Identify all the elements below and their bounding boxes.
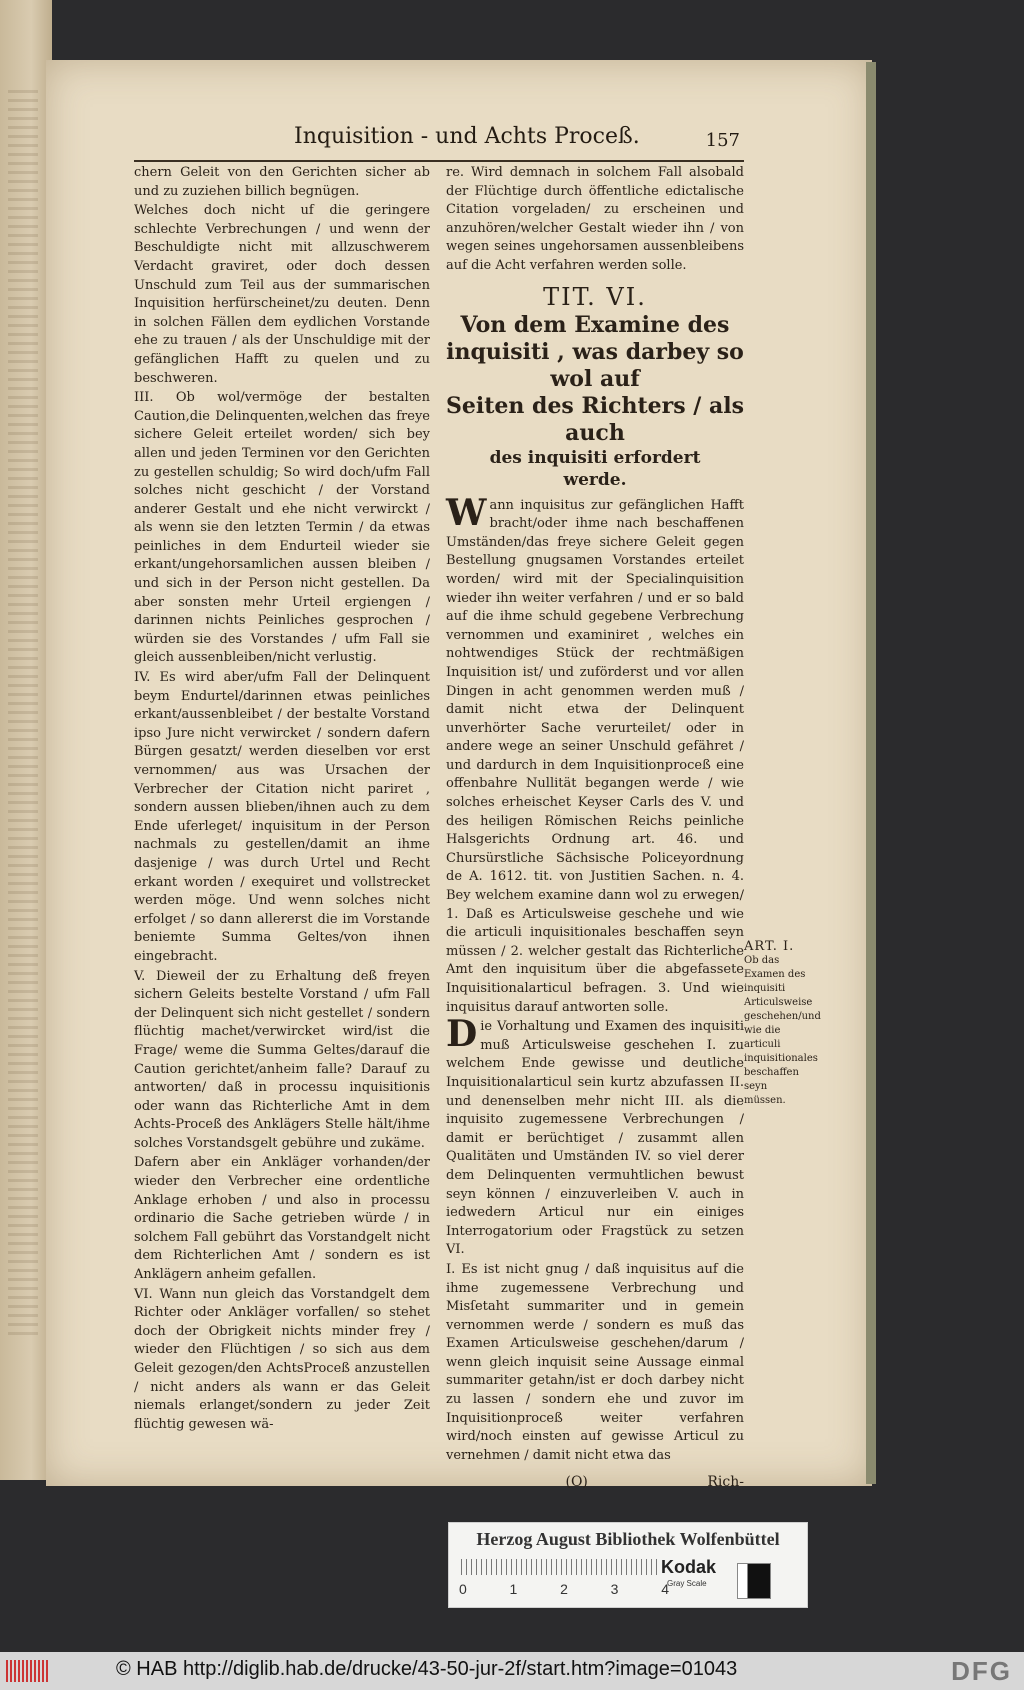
barcode-icon	[6, 1660, 48, 1682]
paragraph: Wann inquisitus zur gefänglichen Hafft bracht/oder ihme nach beschaffenen Umständen/das freye sichere Geleit gegen Bestellung gnugsamen Vorstandes erteilet worden/ wird mit der Specialinquisition wieder ihn weiter verfahren / und er so bald auf die ihme schuld gegebene Verbrechung vernommen und examiniret , welches ein nohtwendiges Stück der rechtmäßigen Inquisition ist/ und zuförderst und vor allen Dingen in acht genommen werden muß / damit nicht etwa der Delinquent unverhörter Sache verurteilet/ oder in andere wege an seiner Unschuld gefähret / und dardurch in dem Inquisitionproceß eine offenbahre Nullität begangen werde / wie solches erheischet Keyser Carls des V. und des heiligen Römischen Reichs peinliche Halsgerichts Ordnung art. 46. und Chursürstliche Sächsische Policeyordnung de A. 1612. tit. von Justitien Sachen. n. 4. Bey welchem examine dann wol zu erwegen/ 1. Daß es Articulsweise geschehe und wie die articuli inquisitionales beschaffen seyn müssen / 2. welcher gestalt das Richterliche Amt den inquisitum über die abgefassete Inquisitionalarticul befragen. 3. Und wie inquisitus darauf antworten solle.	[446, 491, 744, 1015]
title-line: Seiten des Richters / als auch	[446, 392, 744, 446]
gray-scale-label: Gray Scale	[667, 1579, 707, 1588]
signature-mark: (O)	[565, 1474, 588, 1491]
paragraph: V. Dieweil der zu Erhaltung deß freyen sichern Geleits bestelte Vorstand / ufm Fall der Delinquent sich nicht gestellet / sondern flüchtig machet/verwircket wird/ist die Frage/ weme die Summa Geltes/darauf die Caution gerichtet/anheim falle? Darauf zu antworten/ daß in processu inquisitionis oder wann das Richterliche Amt in dem Achts-Proceß des Anklägers Stelle hält/ihme solches Vorstandsgelt gebühre und zukäme.	[134, 968, 430, 1151]
paragraph: I. Es ist nicht gnug / daß inquisitus auf die ihme zugemessene Verbrechung und Misſetaht summariter und in gemein vernommen werde / sondern es muß das Examen Articulsweise geschehen/darum / wenn gleich inquisit seine Aussage einmal summariter getahn/ist er doch darbey nicht zu lassen / sondern ehe und zuvor im Inquisitionproceß weiter verfahren wird/noch einsten auf gewisse Articul zu vernehmen / damit nicht etwa das	[446, 1261, 744, 1463]
title-line: Von dem Examine des inquisiti , was darbey so wol auf	[446, 311, 744, 392]
page-number: 157	[705, 130, 740, 151]
catchword-line	[446, 1473, 744, 1492]
left-text-column	[134, 164, 430, 1435]
title-number: TIT. VI.	[543, 282, 647, 311]
paragraph: IV. Es wird aber/ufm Fall der Delinquent beym Endurtel/darinnen etwas peinliches erkant/aussenbleibet / der bestalte Vorstand ipso Jure nicht verwircket / sondern dafern Bürgen gesatzt/ werden dieselben vor erst vernommen/ aus was Ursachen der Verbrecher der Citation nicht pariret , sondern aussen blieben/ihnen auch zu dem Ende uferleget/ inquisitum in der Person nachmals zu gestellen/damit an ihme dasjenige / was durch Urtel und Recht erkant worden / exequiret und vollstrecket werden möge. Und wenn solches nicht erfolget / so dann allererst die im Vorstande beniemte Summa Geltes/von ihnen eingebracht.	[134, 670, 430, 964]
scale-number: 3	[610, 1581, 619, 1597]
paragraph: chern Geleit von den Gerichten sicher ab und zu zuziehen billich begnügen.	[134, 165, 430, 199]
paragraph: Dafern aber ein Ankläger vorhanden/der wieder den Verbrecher eine ordentliche Anklage erhoben / und also in processu ordinario die Sache getrieben würde / in solchem Fall gebührt das Vorstandgelt nicht dem Richterlichen Amt / sondern es ist Anklägern anheim gefallen.	[134, 1155, 430, 1283]
running-head	[134, 122, 744, 162]
paragraph: VI. Wann nun gleich das Vorstandgelt dem Richter oder Ankläger vorfallen/ so stehet doch der Obrigkeit nichts minder frey / wieder den Flüchtigen / so sich aus dem Geleit gezogen/den AchtsProceß anzustellen / nicht anders als wann er das Geleit niemals erlanget/sondern zu jeder Zeit flüchtig gewesen wä-	[134, 1286, 430, 1432]
paragraph: Die Vorhaltung und Examen des inquisiti muß Articulsweise geschehen I. zu welchem Ende gewisse und deutliche Inquisitionalarticul sein kurtz abzufassen II. und denenselben mehr nicht III. als die inquisito zugemessene Verbrechungen / damit er berüchtiget / zusammt allen Qualitäten und Umständen IV. so viel derer dem Delinquenten vermuhtlichen bewust seyn können / einzuverleiben V. auch in iedwedern Articul nur ein einiges Interrogatorium oder Fragstück zu setzen VI.	[446, 1013, 744, 1258]
paragraph: III. Ob wol/vermöge der bestalten Caution,die Delinquenten,welchen das freye sichere Geleit erteilet worden/ sich bey allen und jeden Terminen vor den Gerichten zu gestellen schuldig; So wird doch/ufm Fall solches nicht geschicht / der Vorstand anderer Gestalt und ehe nicht verwirckt / als wenn sie den letzten Termin / da etwas peinliches in dem Endurteil wieder sie erkant/ungehorsamlichen aussen bleiben / und sich in der Person nicht gestellen. Da aber sonsten mehr Urteil ergiengen / darinnen nichts Peinliches gesprochen / würden sie des Vorstandes / ufm Fall sie gleich aussenbleiben/nicht verlustig.	[134, 390, 430, 666]
scale-number: 0	[459, 1581, 467, 1597]
running-title: Inquisition - und Achts Proceß.	[294, 124, 640, 149]
scale-number: 4	[661, 1581, 669, 1597]
right-text-column	[446, 164, 744, 1492]
margin-article-label: ART. I.	[744, 939, 795, 954]
scale-number: 1	[509, 1581, 518, 1597]
source-url[interactable]: © HAB http://diglib.hab.de/drucke/43-50-jur-2f/start.htm?image=01043	[116, 1658, 738, 1680]
margin-note-text: Ob das Examen des inquisiti Articulsweise geschehen/und wie die articuli inquisitionales beschaffen seyn müssen.	[744, 955, 821, 1106]
title-line: des inquisiti erfordert	[489, 447, 701, 468]
title-line: werde.	[563, 469, 627, 490]
facing-page-edge	[0, 0, 52, 1480]
kodak-logo: Kodak	[661, 1557, 717, 1577]
library-name: Herzog August Bibliothek Wolfenbüttel	[476, 1529, 780, 1549]
footer-bar	[0, 1652, 1024, 1690]
paragraph: re. Wird demnach in solchem Fall alsobald der Flüchtige durch öffentliche edictalische Citation vorgeladen/ zu erscheinen und anzuhören/welcher Gestalt wieder ihn / von wegen seines ungehorsamen aussenbleibens auf die Acht verfahren werden solle.	[446, 165, 744, 273]
paragraph: Welches doch nicht uf die geringere schlechte Verbrechungen / und wenn der Beschuldigte nicht mit allzuschwerem Verdacht graviret, oder doch dessen Unschuld zum Teil aus der summarischen Inquisition herfürscheinet/zu deuten. Denn in solchen Fällen dem eydlichen Vorstande ehe zu trauen / als der Unschuldige mit der gefänglichen Hafft zu quelen und zu beschweren.	[134, 203, 430, 386]
ruler-scale	[461, 1559, 661, 1575]
margin-note	[744, 939, 821, 1108]
scale-number: 2	[560, 1581, 568, 1597]
dfg-logo: DFG	[951, 1656, 1012, 1686]
catchword: Rich-	[707, 1474, 744, 1491]
scale-numbers	[459, 1581, 669, 1597]
page-edge	[866, 62, 876, 1484]
section-title	[446, 282, 744, 491]
gray-scale-swatch	[737, 1563, 771, 1599]
library-label-card	[448, 1522, 808, 1608]
